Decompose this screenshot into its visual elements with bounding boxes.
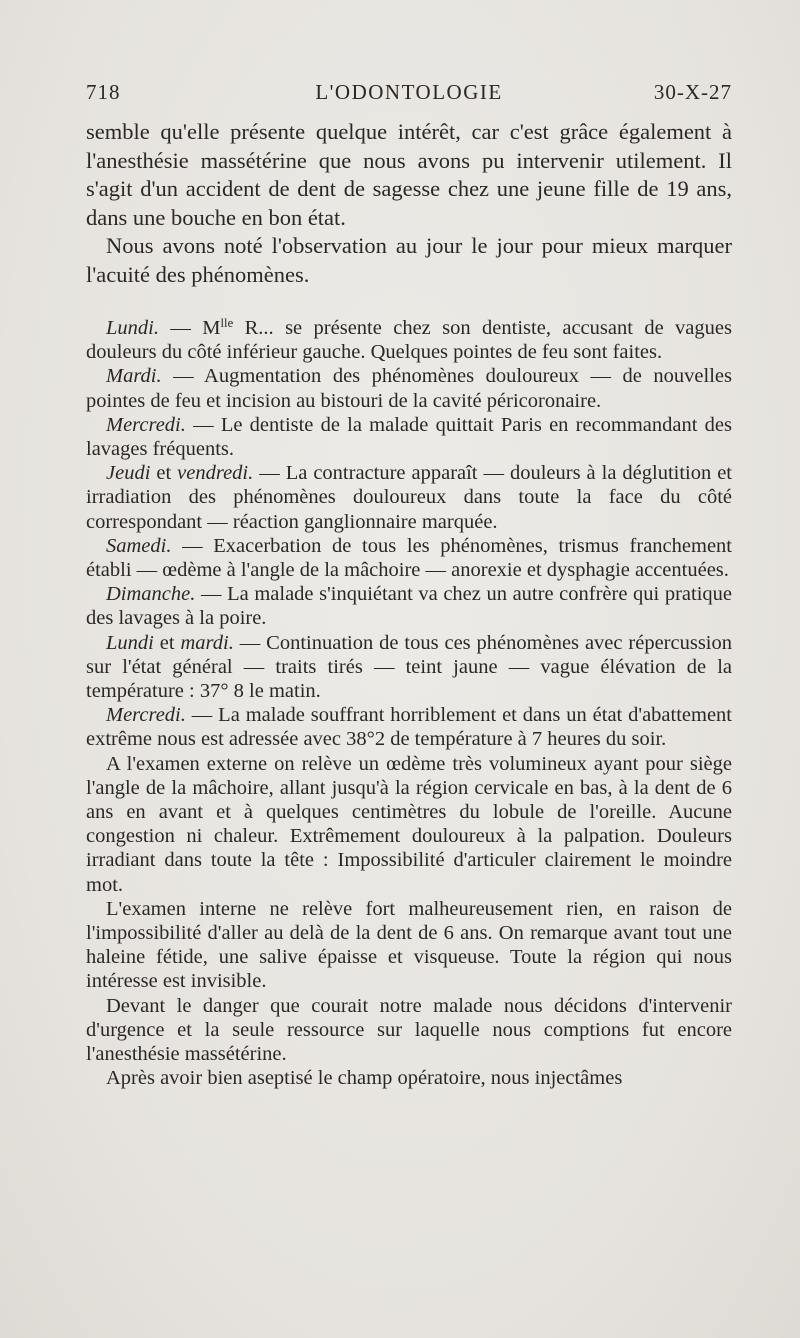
entry-mercredi-2: Mercredi. — La malade souffrant horriblement et dans un état d'abattement extrême nous est adressée avec 38°2 de température à 7 heures du soir.	[86, 704, 732, 751]
intro-text	[86, 118, 732, 290]
entry-samedi: Samedi. — Exacerbation de tous les phénomènes, trismus franchement établi — œdème à l'angle de la mâchoire — anorexie et dysphagie accentuées.	[86, 534, 732, 582]
journal-title: L'ODONTOLOGIE	[315, 80, 503, 104]
issue-date: 30-X-27	[653, 80, 732, 104]
intro-paragraph: semble qu'elle présente quelque intérêt, car c'est grâce également à l'anesthésie massétérine que nous avons pu intervenir utilement. Il s'agit d'un accident de dent de sagesse chez une jeune fille de 19 ans, dans une bouche en bon état.	[86, 119, 732, 230]
day-label: Lundi	[106, 631, 154, 654]
entry-dimanche: Dimanche. — La malade s'inquiétant va chez un autre confrère qui pratique des lavages à la poire.	[86, 583, 732, 630]
paragraph-danger: Devant le danger que courait notre malade nous décidons d'intervenir d'urgence et la seule ressource sur laquelle nous comptions fut encore l'anesthésie massétérine.	[86, 994, 732, 1066]
entry-lundi: Lundi. — $M^{lle}$ R... se présente chez son dentiste, accusant de vagues douleurs du côté inférieur gauche. Quelques pointes de feu sont faites.	[86, 316, 732, 364]
entry-lundi-mardi: Lundi et mardi. — Continuation de tous ces phénomènes avec répercussion sur l'état général — traits tirés — teint jaune — vague élévation de la température : 37° 8 le matin.	[86, 631, 732, 703]
day-label: mardi.	[180, 631, 234, 654]
day-label: Lundi.	[106, 317, 159, 339]
day-label: vendredi.	[177, 462, 254, 485]
day-label: Mercredi.	[106, 704, 186, 727]
paragraph-examen-externe: A l'examen externe on relève un œdème très volumineux ayant pour siège l'angle de la mâchoire, allant jusqu'à la région cervicale en bas, à la dent de 6 ans en avant et à quelques centimètres du lobule de l'oreille. Aucune congestion ni chaleur. Extrêmement douloureux à la palpation. Douleurs irradiant dans toute la tête : Impossibilité d'articuler clairement le moindre mot.	[86, 752, 732, 896]
day-label: Jeudi	[106, 462, 151, 485]
entry-jeudi-vendredi: Jeudi et vendredi. — La contracture apparaît — douleurs à la déglutition et irradiation des phénomènes douloureux dans toute la face du côté correspondant — réaction ganglionnaire marquée.	[86, 462, 732, 533]
observation-journal	[86, 316, 732, 1091]
entry-mercredi: Mercredi. — Le dentiste de la malade quittait Paris en recommandant des lavages fréquents.	[86, 413, 732, 461]
paragraph-examen-interne: L'examen interne ne relève fort malheureusement rien, en raison de l'impossibilité d'aller au delà de la dent de 6 ans. On remarque avant tout une haleine fétide, une salive épaisse et visqueuse. Toute la région qui nous intéresse est invisible.	[86, 897, 732, 993]
day-label: Dimanche.	[106, 583, 196, 606]
day-label: Mardi.	[106, 365, 162, 388]
day-label: Samedi.	[106, 534, 172, 557]
page-number: 718	[86, 80, 121, 104]
day-label: Mercredi.	[106, 413, 186, 436]
running-header	[86, 80, 732, 110]
entry-mardi: Mardi. — Augmentation des phénomènes douloureux — de nouvelles pointes de feu et incision au bistouri de la cavité péricoronaire.	[86, 365, 732, 412]
paragraph-apres: Après avoir bien aseptisé le champ opératoire, nous injectâmes	[106, 1067, 623, 1090]
intro-paragraph: Nous avons noté l'observation au jour le jour pour mieux marquer l'acuité des phénomènes.	[86, 233, 732, 287]
